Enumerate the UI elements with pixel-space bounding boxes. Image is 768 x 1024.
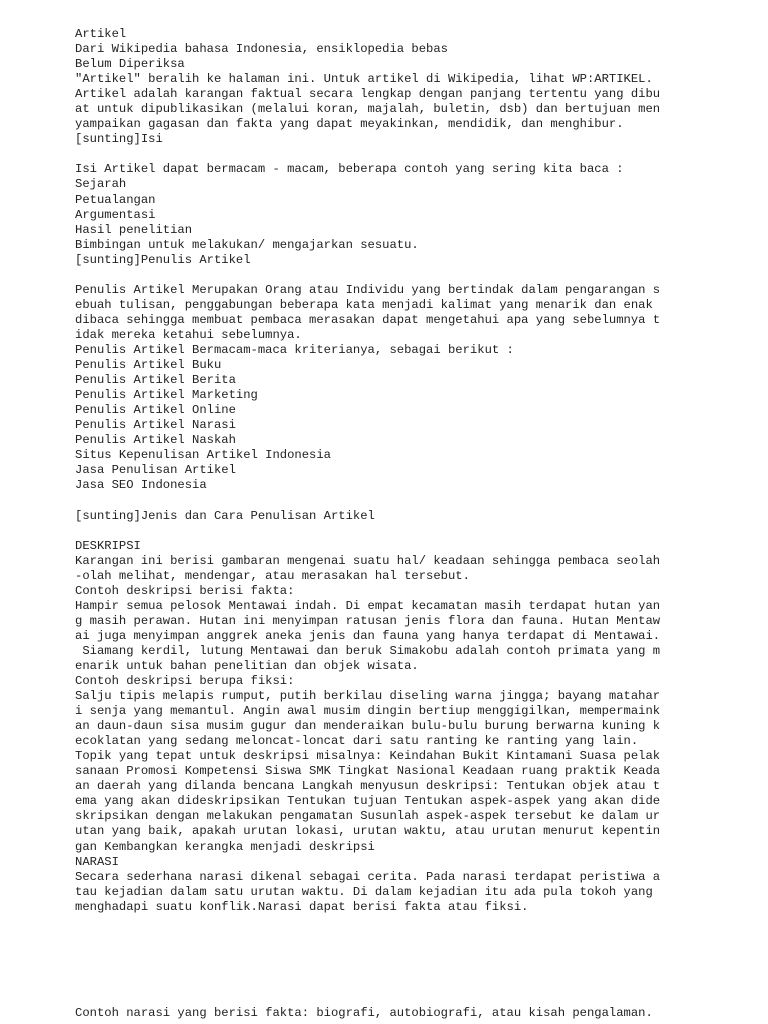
article-body: [75, 27, 755, 915]
text-line: Belum Diperiksa: [75, 57, 185, 72]
text-line: Situs Kepenulisan Artikel Indonesia: [75, 448, 331, 463]
text-line: Karangan ini berisi gambaran mengenai suatu hal/ keadaan sehingga pembaca seolah: [75, 553, 661, 568]
text-line: [sunting]Penulis Artikel: [75, 252, 251, 267]
text-line: Hasil penelitian: [75, 222, 193, 237]
text-line: [sunting]Jenis dan Cara Penulisan Artikel: [75, 508, 375, 523]
blank-line: [75, 147, 755, 162]
text-line: skripsikan dengan melakukan pengamatan Susunlah aspek-aspek tersebut ke dalam ur: [75, 809, 661, 824]
text-line: Jasa Penulisan Artikel: [75, 463, 236, 478]
text-line: Contoh deskripsi berisi fakta:: [75, 583, 295, 598]
blank-line: [75, 268, 755, 283]
text-line: Penulis Artikel Narasi: [75, 418, 236, 433]
text-line: Bimbingan untuk melakukan/ mengajarkan sesuatu.: [75, 237, 419, 252]
text-line: DESKRIPSI: [75, 538, 141, 553]
text-line: idak mereka ketahui sebelumnya.: [75, 327, 302, 342]
text-line: Penulis Artikel Marketing: [75, 388, 258, 403]
text-line: [sunting]Isi: [75, 132, 163, 147]
text-line: Topik yang tepat untuk deskripsi misalnya: Keindahan Bukit Kintamani Suasa pelak: [75, 749, 661, 764]
text-line: ai juga menyimpan anggrek aneka jenis dan fauna yang hanya terdapat di Mentawai.: [75, 628, 661, 643]
text-line: Hampir semua pelosok Mentawai indah. Di empat kecamatan masih terdapat hutan yan: [75, 598, 661, 613]
text-line: "Artikel" beralih ke halaman ini. Untuk artikel di Wikipedia, lihat WP:ARTIKEL.: [75, 72, 653, 87]
text-line: Penulis Artikel Merupakan Orang atau Individu yang bertindak dalam pengarangan s: [75, 282, 661, 297]
text-line: NARASI: [75, 854, 119, 869]
text-line: Petualangan: [75, 192, 156, 207]
text-line: ecoklatan yang sedang meloncat-loncat dari satu ranting ke ranting yang lain.: [75, 734, 639, 749]
text-line: Contoh deskripsi berupa fiksi:: [75, 674, 295, 689]
text-line: an daerah yang dilanda bencana Langkah menyusun deskripsi: Tentukan objek atau t: [75, 779, 661, 794]
text-line: i senja yang memantul. Angin awal musim dingin bertiup menggigilkan, mempermaink: [75, 704, 661, 719]
text-line: Penulis Artikel Bermacam-maca kriterianya, sebagai berikut :: [75, 342, 514, 357]
text-line: Jasa SEO Indonesia: [75, 478, 207, 493]
text-line: Siamang kerdil, lutung Mentawai dan beruk Simakobu adalah contoh primata yang m: [75, 643, 661, 658]
blank-line: [75, 493, 755, 508]
text-line: at untuk dipublikasikan (melalui koran, majalah, buletin, dsb) dan bertujuan men: [75, 102, 661, 117]
text-line: Artikel adalah karangan faktual secara lengkap dengan panjang tertentu yang dibu: [75, 87, 661, 102]
text-line: yampaikan gagasan dan fakta yang dapat meyakinkan, mendidik, dan menghibur.: [75, 117, 624, 132]
text-line: sanaan Promosi Kompetensi Siswa SMK Tingkat Nasional Keadaan ruang praktik Keada: [75, 764, 661, 779]
text-line: Salju tipis melapis rumput, putih berkilau diseling warna jingga; bayang matahar: [75, 689, 661, 704]
blank-line: [75, 524, 755, 539]
text-line: g masih perawan. Hutan ini menyimpan ratusan jenis flora dan fauna. Hutan Mentaw: [75, 613, 661, 628]
text-line: Artikel: [75, 27, 127, 41]
text-line: ebuah tulisan, penggabungan beberapa kata menjadi kalimat yang menarik dan enak: [75, 297, 653, 312]
text-line: Dari Wikipedia bahasa Indonesia, ensiklopedia bebas: [75, 42, 448, 57]
text-line: -olah melihat, mendengar, atau merasakan hal tersebut.: [75, 568, 470, 583]
text-line: utan yang baik, apakah urutan lokasi, urutan waktu, atau urutan menurut kepentin: [75, 824, 661, 839]
text-line: Penulis Artikel Buku: [75, 358, 222, 373]
text-line: Sejarah: [75, 177, 127, 192]
text-line: gan Kembangkan kerangka menjadi deskripsi: [75, 839, 375, 854]
narrative-example-line: Contoh narasi yang berisi fakta: biografi, autobiografi, atau kisah pengalaman.: [75, 1006, 653, 1020]
text-line: Penulis Artikel Naskah: [75, 433, 236, 448]
text-line: enarik untuk bahan penelitian dan objek wisata.: [75, 658, 419, 673]
text-line: Secara sederhana narasi dikenal sebagai cerita. Pada narasi terdapat peristiwa a: [75, 869, 661, 884]
text-line: Penulis Artikel Berita: [75, 373, 236, 388]
text-line: menghadapi suatu konflik.Narasi dapat berisi fakta atau fiksi.: [75, 899, 529, 914]
text-line: ema yang akan dideskripsikan Tentukan tujuan Tentukan aspek-aspek yang akan dide: [75, 794, 661, 809]
text-line: Isi Artikel dapat bermacam - macam, beberapa contoh yang sering kita baca :: [75, 162, 624, 177]
text-line: Penulis Artikel Online: [75, 403, 236, 418]
text-line: an daun-daun sisa musim gugur dan menderaikan bulu-bulu burung berwarna kuning k: [75, 719, 661, 734]
text-line: tau kejadian dalam satu urutan waktu. Di dalam kejadian itu ada pula tokoh yang: [75, 884, 653, 899]
text-line: Argumentasi: [75, 207, 156, 222]
text-line: dibaca sehingga membuat pembaca merasakan dapat mengetahui apa yang sebelumnya t: [75, 312, 661, 327]
